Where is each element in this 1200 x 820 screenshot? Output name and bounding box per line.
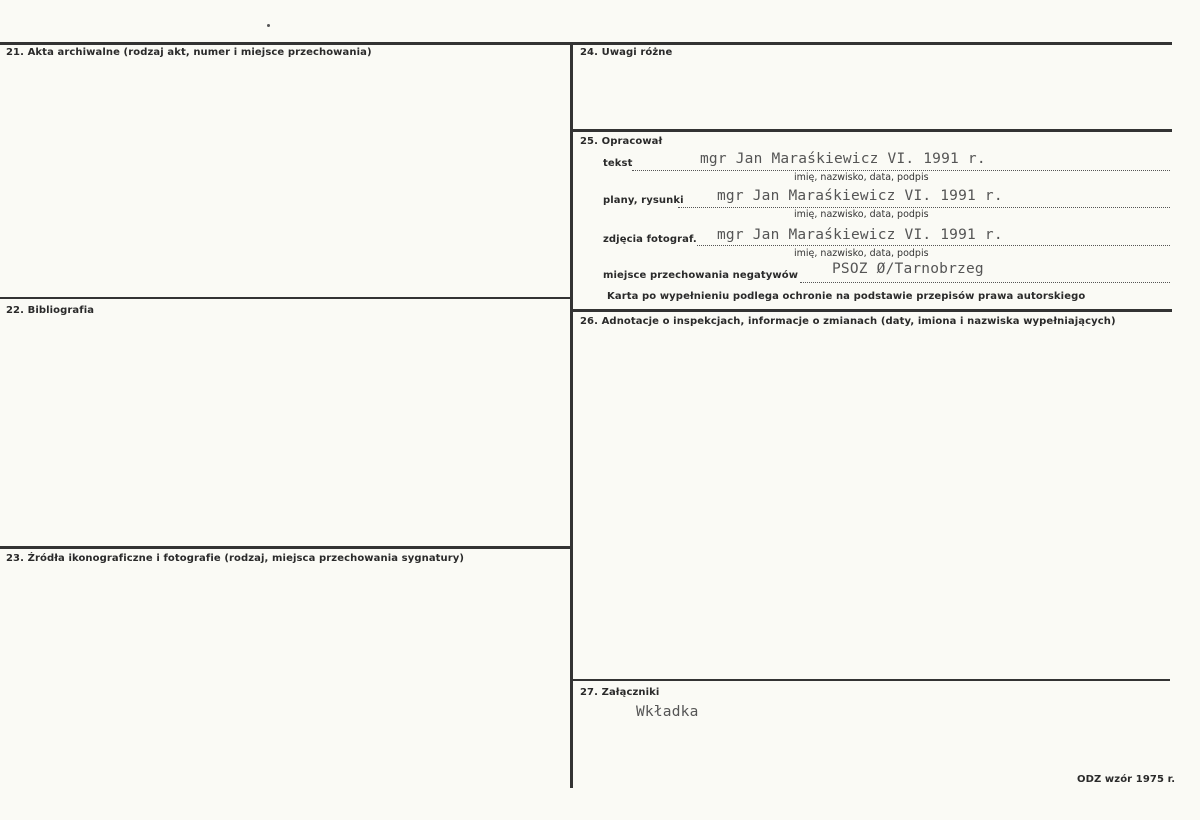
- text-author-value: mgr Jan Maraśkiewicz VI. 1991 r.: [700, 151, 986, 167]
- text-author-label: tekst: [603, 158, 633, 169]
- plans-author-value: mgr Jan Maraśkiewicz VI. 1991 r.: [717, 188, 1003, 204]
- ink-speck: [267, 24, 270, 27]
- section-21-label: 21. Akta archiwalne (rodzaj akt, numer i miejsce przechowania): [6, 47, 372, 58]
- photos-author-line: [697, 245, 1170, 246]
- rule-25-26: [572, 309, 1172, 312]
- copyright-notice: Karta po wypełnieniu podlega ochronie na podstawie przepisów prawa autorskiego: [607, 291, 1086, 302]
- section-26-label: 26. Adnotacje o inspekcjach, informacje o zmianach (daty, imiona i nazwiska wypełniających): [580, 316, 1116, 327]
- section-24-label: 24. Uwagi różne: [580, 47, 673, 58]
- plans-author-caption: imię, nazwisko, data, podpis: [794, 209, 929, 220]
- photos-author-caption: imię, nazwisko, data, podpis: [794, 248, 929, 259]
- rule-21-22: [0, 297, 570, 299]
- negatives-location-label: miejsce przechowania negatywów: [603, 270, 799, 281]
- section-25-label: 25. Opracował: [580, 136, 663, 147]
- negatives-location-value: PSOZ Ø/Tarnobrzeg: [832, 261, 984, 277]
- rule-24-25: [572, 129, 1172, 132]
- attachments-value: Wkładka: [636, 704, 699, 720]
- negatives-location-line: [800, 282, 1170, 283]
- rule-22-23: [0, 546, 570, 549]
- plans-author-label: plany, rysunki: [603, 195, 684, 206]
- text-author-caption: imię, nazwisko, data, podpis: [794, 172, 929, 183]
- section-22-label: 22. Bibliografia: [6, 305, 95, 316]
- center-vertical-rule: [570, 42, 573, 788]
- section-23-label: 23. Źródła ikonograficzne i fotografie (rodzaj, miejsca przechowania sygnatury): [6, 553, 465, 564]
- photos-author-value: mgr Jan Maraśkiewicz VI. 1991 r.: [717, 227, 1003, 243]
- section-27-label: 27. Załączniki: [580, 687, 660, 698]
- form-template-id: ODZ wzór 1975 r.: [1077, 774, 1176, 785]
- plans-author-line: [678, 207, 1170, 208]
- text-author-line: [632, 170, 1170, 171]
- top-rule: [0, 42, 1172, 45]
- rule-26-27: [572, 679, 1170, 681]
- photos-author-label: zdjęcia fotograf.: [603, 234, 697, 245]
